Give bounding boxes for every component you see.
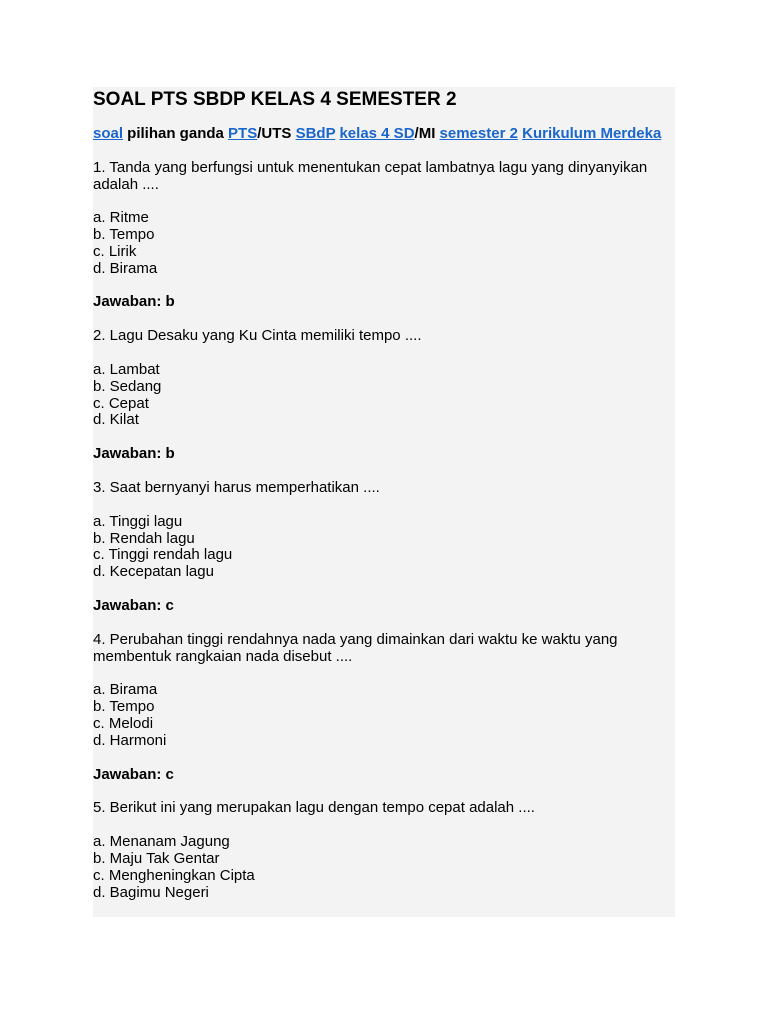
link-kurikulum[interactable]: Kurikulum Merdeka (522, 125, 662, 142)
option-item: d. Harmoni (93, 731, 167, 749)
option-item: c. Mengheningkan Cipta (93, 866, 255, 884)
link-kelas[interactable]: kelas 4 SD (339, 125, 415, 142)
answer-text: Jawaban: b (93, 293, 175, 311)
subtitle-text-pilihan: pilihan ganda (123, 125, 229, 142)
question-text: 5. Berikut ini yang merupakan lagu dengan tempo cepat adalah .... (93, 799, 535, 817)
question-text: 3. Saat bernyanyi harus memperhatikan .... (93, 479, 380, 497)
option-item: d. Birama (93, 259, 158, 277)
link-soal[interactable]: soal (93, 125, 124, 142)
option-item: b. Maju Tak Gentar (93, 850, 220, 868)
option-item: a. Birama (93, 681, 158, 699)
option-list (93, 514, 675, 581)
option-item: c. Tinggi rendah lagu (93, 546, 233, 564)
link-sbdp[interactable]: SBdP (295, 125, 336, 142)
option-list (93, 210, 675, 277)
option-item: a. Menanam Jagung (93, 833, 230, 851)
option-item: d. Bagimu Negeri (93, 883, 209, 901)
option-list (93, 362, 675, 429)
option-item: a. Ritme (93, 209, 149, 227)
question-text: 2. Lagu Desaku yang Ku Cinta memiliki tempo .... (93, 327, 422, 345)
link-pts[interactable]: PTS (228, 125, 258, 142)
question-text: 4. Perubahan tinggi rendahnya nada yang dimainkan dari waktu ke waktu yang membentuk rangkaian nada disebut .... (93, 630, 618, 665)
option-list (93, 682, 675, 749)
option-item: b. Tempo (93, 226, 155, 244)
option-item: a. Lambat (93, 361, 160, 379)
option-item: c. Melodi (93, 715, 154, 733)
question-text: 1. Tanda yang berfungsi untuk menentukan cepat lambatnya lagu yang dinyanyikan adalah .... (93, 158, 648, 193)
content-area (93, 87, 675, 917)
option-item: d. Kecepatan lagu (93, 563, 214, 581)
option-item: d. Kilat (93, 411, 139, 429)
option-item: b. Rendah lagu (93, 529, 195, 547)
option-item: b. Sedang (93, 377, 162, 395)
option-list (93, 834, 675, 901)
option-item: c. Cepat (93, 394, 149, 412)
link-semester[interactable]: semester 2 (439, 125, 518, 142)
page-title: SOAL PTS SBDP KELAS 4 SEMESTER 2 (93, 89, 457, 110)
option-item: b. Tempo (93, 698, 155, 716)
answer-text: Jawaban: c (93, 597, 174, 615)
subtitle-text-mi: /MI (414, 125, 440, 142)
subtitle-line (93, 126, 675, 143)
option-item: a. Tinggi lagu (93, 512, 183, 530)
answer-text: Jawaban: c (93, 765, 174, 783)
option-item: c. Lirik (93, 242, 137, 260)
answer-text: Jawaban: b (93, 445, 175, 463)
subtitle-text-uts: /UTS (257, 125, 296, 142)
